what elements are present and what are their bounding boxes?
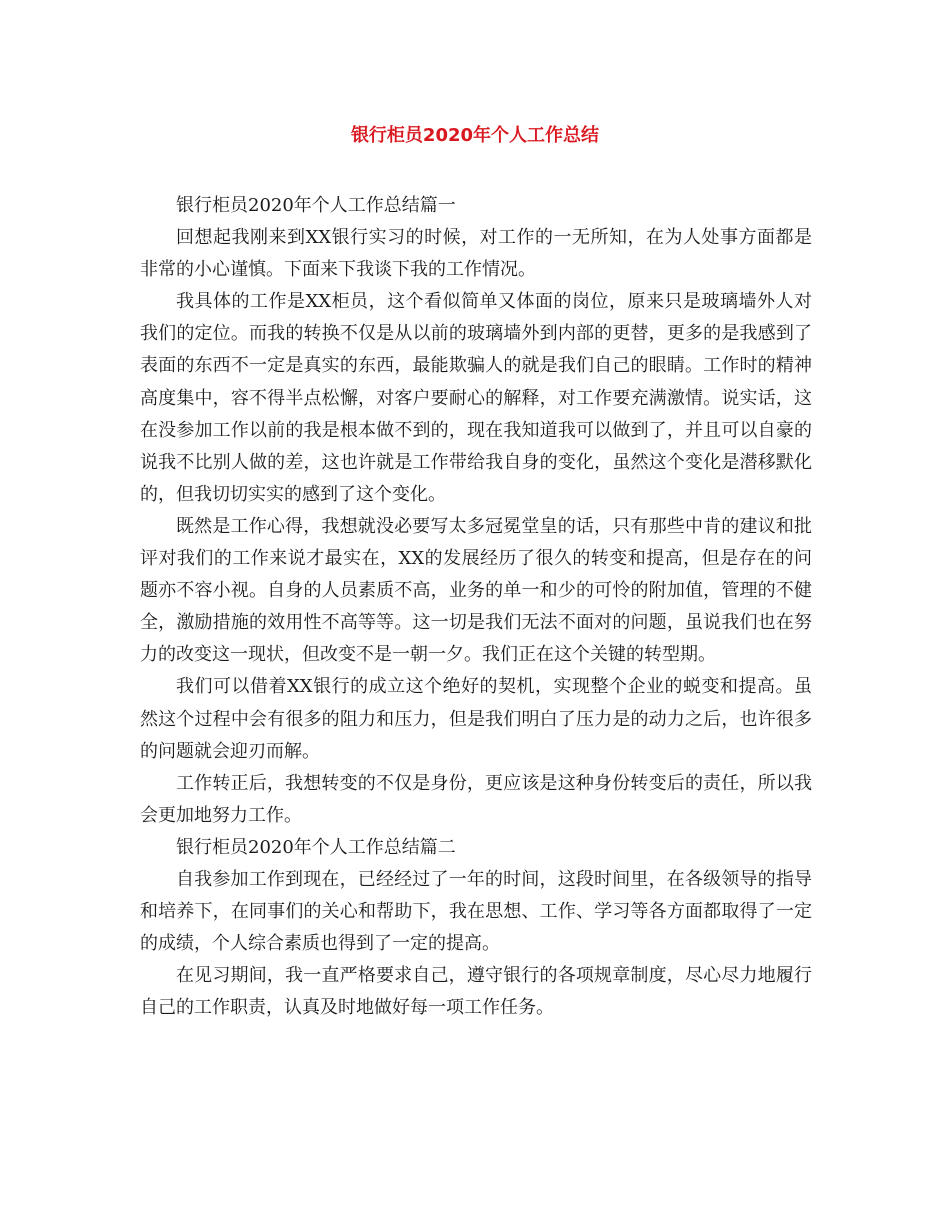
document-title: 银行柜员2020年个人工作总结 (350, 125, 600, 146)
paragraph: 在见习期间，我一直严格要求自己，遵守银行的各项规章制度，尽心尽力地履行自己的工作职责，认真及时地做好每一项工作任务。 (140, 965, 812, 1019)
paragraph: 自我参加工作到现在，已经经过了一年的时间，这段时间里，在各级领导的指导和培养下，在同事们的关心和帮助下，我在思想、工作、学习等各方面都取得了一定的成绩，个人综合素质也得到了一定的提高。 (140, 868, 812, 955)
paragraph: 工作转正后，我想转变的不仅是身份，更应该是这种身份转变后的责任，所以我会更加地努力工作。 (140, 772, 812, 826)
paragraph: 我们可以借着XX银行的成立这个绝好的契机，实现整个企业的蜕变和提高。虽然这个过程中会有很多的阻力和压力，但是我们明白了压力是的动力之后，也许很多的问题就会迎刃而解。 (140, 676, 812, 762)
paragraph: 回想起我刚来到XX银行实习的时候，对工作的一无所知，在为人处事方面都是非常的小心谨慎。下面来下我谈下我的工作情况。 (140, 227, 812, 281)
section-heading-1: 银行柜员2020年个人工作总结篇一 (176, 195, 456, 216)
paragraph: 我具体的工作是XX柜员，这个看似简单又体面的岗位，原来只是玻璃墙外人对我们的定位。而我的转换不仅是从以前的玻璃墙外到内部的更替，更多的是我感到了表面的东西不一定是真实的东西，最能欺骗人的就是我们自己的眼睛。工作时的精神高度集中，容不得半点松懈，对客户要耐心的解释，对工作要充满激情。说实话，这在没参加工作以前的我是根本做不到的，现在我知道我可以做到了，并且可以自豪的说我不比别人做的差，这也许就是工作带给我自身的变化，虽然这个变化是潜移默化的，但我切切实实的感到了这个变化。 (140, 291, 812, 505)
section-heading-2: 银行柜员2020年个人工作总结篇二 (176, 836, 456, 858)
document-body (140, 190, 812, 1024)
paragraph: 既然是工作心得，我想就没必要写太多冠冕堂皇的话，只有那些中肯的建议和批评对我们的工作来说才最实在，XX的发展经历了很久的转变和提高，但是存在的问题亦不容小视。自身的人员素质不高，业务的单一和少的可怜的附加值，管理的不健全，激励措施的效用性不高等等。这一切是我们无法不面对的问题，虽说我们也在努力的改变这一现状，但改变不是一朝一夕。我们正在这个关键的转型期。 (140, 515, 812, 666)
